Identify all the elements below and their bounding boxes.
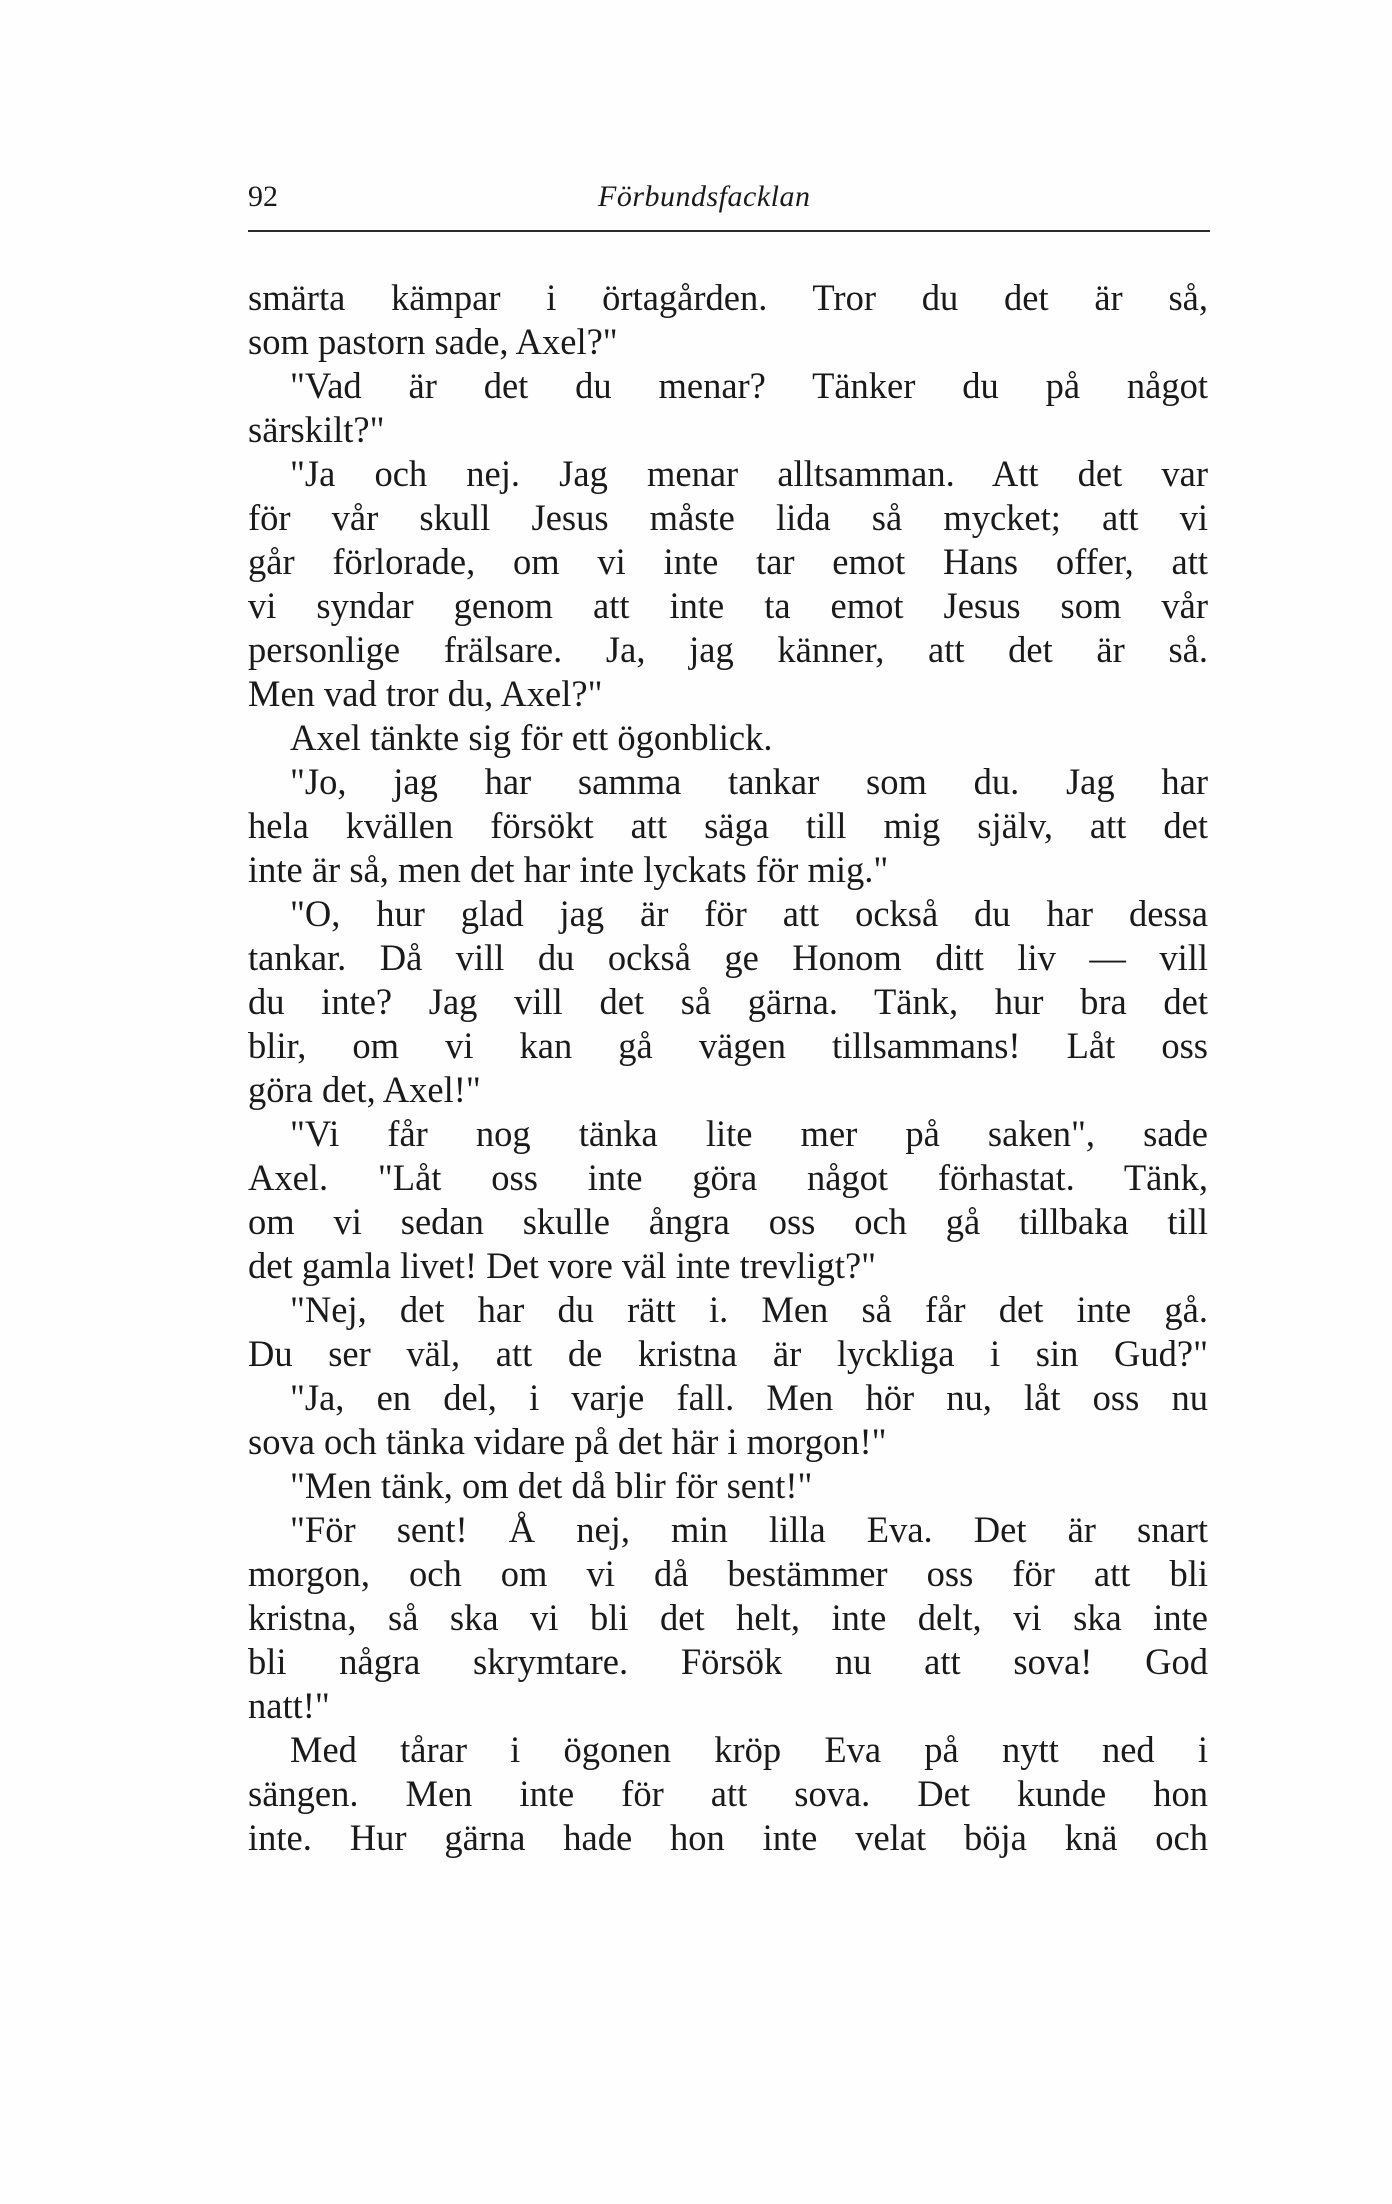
- text-line: inte. Hur gärna hade hon inte velat böja knä och: [248, 1817, 1208, 1858]
- text-line: du inte? Jag vill det så gärna. Tänk, hur bra det: [248, 981, 1208, 1022]
- text-line: kristna, så ska vi bli det helt, inte delt, vi ska inte: [248, 1597, 1208, 1638]
- running-head: [248, 176, 1208, 226]
- header-rule: [248, 230, 1210, 232]
- text-line: "För sent! Å nej, min lilla Eva. Det är snart: [290, 1509, 1208, 1550]
- text-line: "Men tänk, om det då blir för sent!": [290, 1465, 813, 1506]
- text-line: natt!": [248, 1685, 330, 1726]
- text-line: för vår skull Jesus måste lida så mycket; att vi: [248, 497, 1208, 538]
- text-line: som pastorn sade, Axel?": [248, 321, 618, 362]
- text-line: personlige frälsare. Ja, jag känner, att det är så.: [248, 629, 1208, 670]
- text-line: smärta kämpar i örtagården. Tror du det är så,: [248, 277, 1208, 318]
- text-line: "Jo, jag har samma tankar som du. Jag har: [290, 761, 1208, 802]
- text-line: "Vi får nog tänka lite mer på saken", sade: [290, 1113, 1208, 1154]
- text-line: går förlorade, om vi inte tar emot Hans offer, att: [248, 541, 1208, 582]
- text-line: Med tårar i ögonen kröp Eva på nytt ned i: [290, 1729, 1208, 1770]
- text-line: "O, hur glad jag är för att också du har dessa: [290, 893, 1208, 934]
- text-line: bli några skrymtare. Försök nu att sova! God: [248, 1641, 1208, 1682]
- text-line: vi syndar genom att inte ta emot Jesus som vår: [248, 585, 1208, 626]
- text-line: morgon, och om vi då bestämmer oss för att bli: [248, 1553, 1208, 1594]
- text-line: "Ja, en del, i varje fall. Men hör nu, låt oss nu: [290, 1377, 1208, 1418]
- text-line: inte är så, men det har inte lyckats för mig.": [248, 849, 889, 890]
- text-line: särskilt?": [248, 409, 385, 450]
- text-line: sova och tänka vidare på det här i morgon!": [248, 1421, 887, 1462]
- page-number: 92: [248, 180, 278, 213]
- text-line: om vi sedan skulle ångra oss och gå tillbaka till: [248, 1201, 1208, 1242]
- running-title: Förbundsfacklan: [598, 180, 811, 213]
- text-line: det gamla livet! Det vore väl inte trevligt?": [248, 1245, 877, 1286]
- text-line: Du ser väl, att de kristna är lyckliga i sin Gud?": [248, 1333, 1208, 1374]
- body-text: [248, 276, 1208, 1860]
- text-line: göra det, Axel!": [248, 1069, 481, 1110]
- text-line: sängen. Men inte för att sova. Det kunde hon: [248, 1773, 1208, 1814]
- text-line: "Vad är det du menar? Tänker du på något: [290, 365, 1208, 406]
- text-line: tankar. Då vill du också ge Honom ditt liv — vill: [248, 937, 1208, 978]
- text-line: Axel tänkte sig för ett ögonblick.: [290, 717, 773, 758]
- text-line: blir, om vi kan gå vägen tillsammans! Låt oss: [248, 1025, 1208, 1066]
- text-line: Men vad tror du, Axel?": [248, 673, 603, 714]
- text-line: Axel. "Låt oss inte göra något förhastat. Tänk,: [248, 1157, 1208, 1198]
- text-line: "Nej, det har du rätt i. Men så får det inte gå.: [290, 1289, 1208, 1330]
- text-line: hela kvällen försökt att säga till mig själv, att det: [248, 805, 1208, 846]
- text-line: "Ja och nej. Jag menar alltsamman. Att det var: [290, 453, 1208, 494]
